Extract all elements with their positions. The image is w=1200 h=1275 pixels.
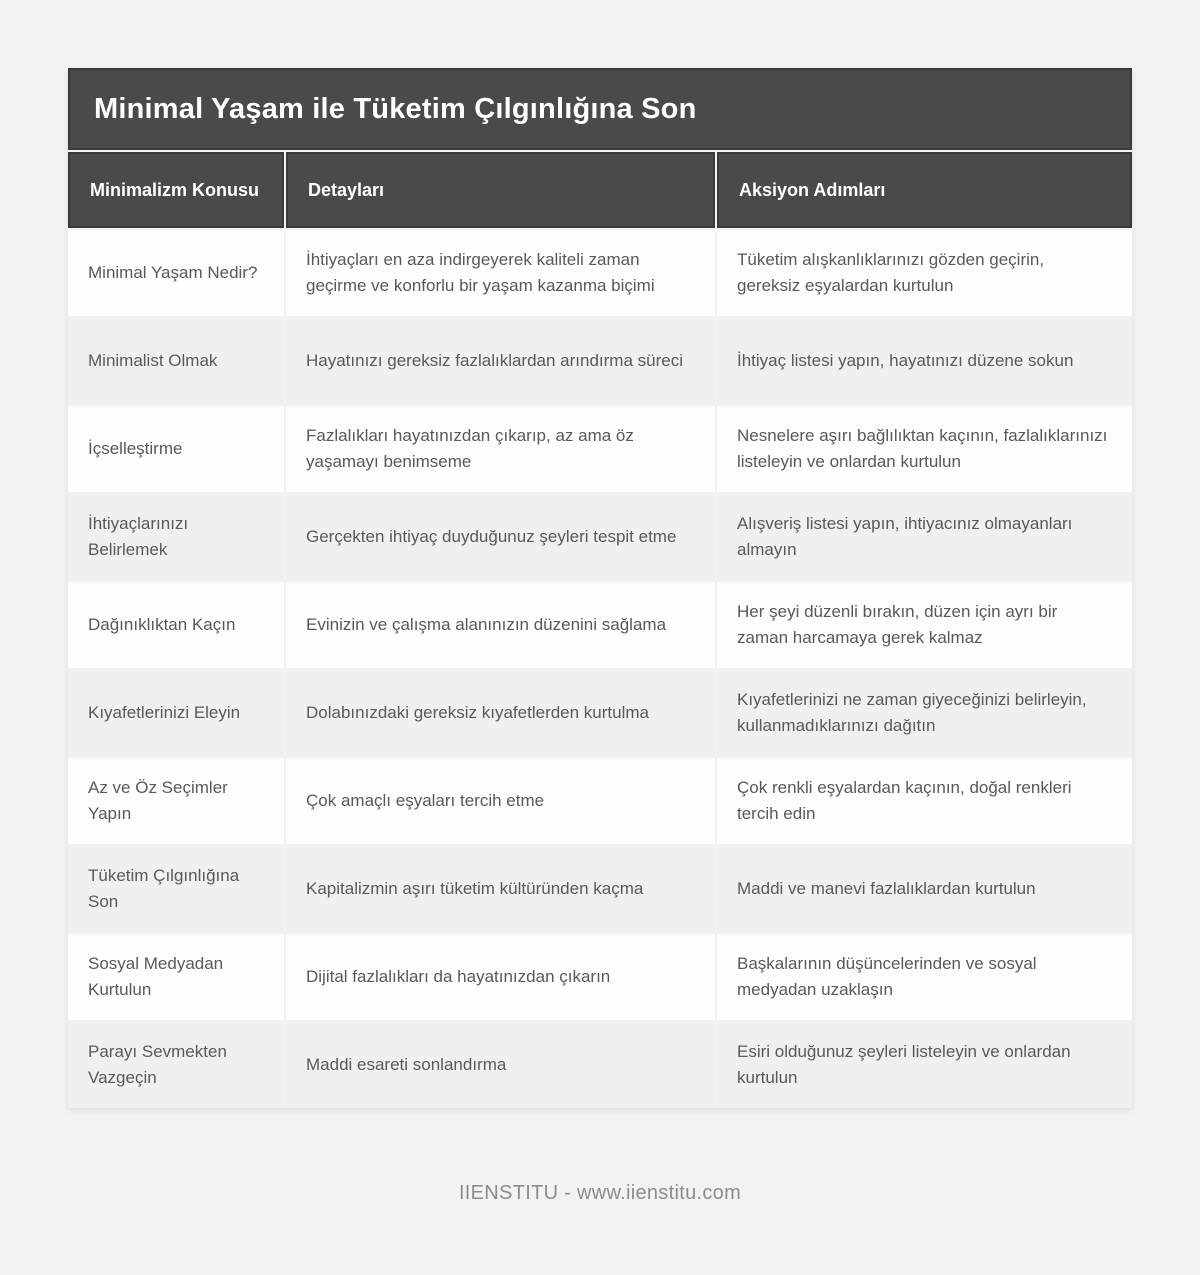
table-row	[68, 494, 1132, 580]
infographic-table	[68, 68, 1132, 1108]
cell-konu: İçselleştirme	[68, 406, 284, 492]
cell-detay: Hayatınızı gereksiz fazlalıklardan arındırma süreci	[286, 318, 715, 404]
cell-konu: Sosyal Medyadan Kurtulun	[68, 934, 284, 1020]
cell-aksiyon: Alışveriş listesi yapın, ihtiyacınız olmayanları almayın	[717, 494, 1132, 580]
cell-konu: Minimal Yaşam Nedir?	[68, 230, 284, 316]
footer-credit: IIENSTITU - www.iienstitu.com	[458, 1182, 742, 1204]
table-row	[68, 758, 1132, 844]
page-title: Minimal Yaşam ile Tüketim Çılgınlığına Son	[68, 68, 1132, 150]
table-row	[68, 1022, 1132, 1108]
table-row	[68, 846, 1132, 932]
cell-detay: Dijital fazlalıkları da hayatınızdan çıkarın	[286, 934, 715, 1020]
cell-konu: Minimalist Olmak	[68, 318, 284, 404]
cell-aksiyon: Nesnelere aşırı bağlılıktan kaçının, fazlalıklarınızı listeleyin ve onlardan kurtulun	[717, 406, 1132, 492]
cell-aksiyon: Her şeyi düzenli bırakın, düzen için ayrı bir zaman harcamaya gerek kalmaz	[717, 582, 1132, 668]
cell-detay: Dolabınızdaki gereksiz kıyafetlerden kurtulma	[286, 670, 715, 756]
table-row	[68, 582, 1132, 668]
column-header-konu: Minimalizm Konusu	[68, 152, 284, 228]
column-header-aksiyon: Aksiyon Adımları	[717, 152, 1132, 228]
cell-aksiyon: Başkalarının düşüncelerinden ve sosyal medyadan uzaklaşın	[717, 934, 1132, 1020]
cell-aksiyon: Çok renkli eşyalardan kaçının, doğal renkleri tercih edin	[717, 758, 1132, 844]
cell-aksiyon: Esiri olduğunuz şeyleri listeleyin ve onlardan kurtulun	[717, 1022, 1132, 1108]
table-row	[68, 318, 1132, 404]
table-body	[68, 230, 1132, 1108]
cell-detay: Kapitalizmin aşırı tüketim kültüründen kaçma	[286, 846, 715, 932]
cell-aksiyon: Maddi ve manevi fazlalıklardan kurtulun	[717, 846, 1132, 932]
cell-konu: Parayı Sevmekten Vazgeçin	[68, 1022, 284, 1108]
cell-konu: Az ve Öz Seçimler Yapın	[68, 758, 284, 844]
cell-detay: Gerçekten ihtiyaç duyduğunuz şeyleri tespit etme	[286, 494, 715, 580]
cell-aksiyon: Tüketim alışkanlıklarınızı gözden geçirin, gereksiz eşyalardan kurtulun	[717, 230, 1132, 316]
table-header-row	[68, 152, 1132, 228]
column-header-detay: Detayları	[286, 152, 715, 228]
cell-konu: İhtiyaçlarınızı Belirlemek	[68, 494, 284, 580]
table-row	[68, 670, 1132, 756]
cell-detay: Çok amaçlı eşyaları tercih etme	[286, 758, 715, 844]
cell-detay: İhtiyaçları en aza indirgeyerek kaliteli zaman geçirme ve konforlu bir yaşam kazanma biçimi	[286, 230, 715, 316]
table-row	[68, 406, 1132, 492]
cell-konu: Tüketim Çılgınlığına Son	[68, 846, 284, 932]
cell-detay: Maddi esareti sonlandırma	[286, 1022, 715, 1108]
table-row	[68, 230, 1132, 316]
cell-detay: Evinizin ve çalışma alanınızın düzenini sağlama	[286, 582, 715, 668]
table-row	[68, 934, 1132, 1020]
cell-aksiyon: İhtiyaç listesi yapın, hayatınızı düzene sokun	[717, 318, 1132, 404]
cell-detay: Fazlalıkları hayatınızdan çıkarıp, az ama öz yaşamayı benimseme	[286, 406, 715, 492]
cell-konu: Kıyafetlerinizi Eleyin	[68, 670, 284, 756]
cell-aksiyon: Kıyafetlerinizi ne zaman giyeceğinizi belirleyin, kullanmadıklarınızı dağıtın	[717, 670, 1132, 756]
cell-konu: Dağınıklıktan Kaçın	[68, 582, 284, 668]
